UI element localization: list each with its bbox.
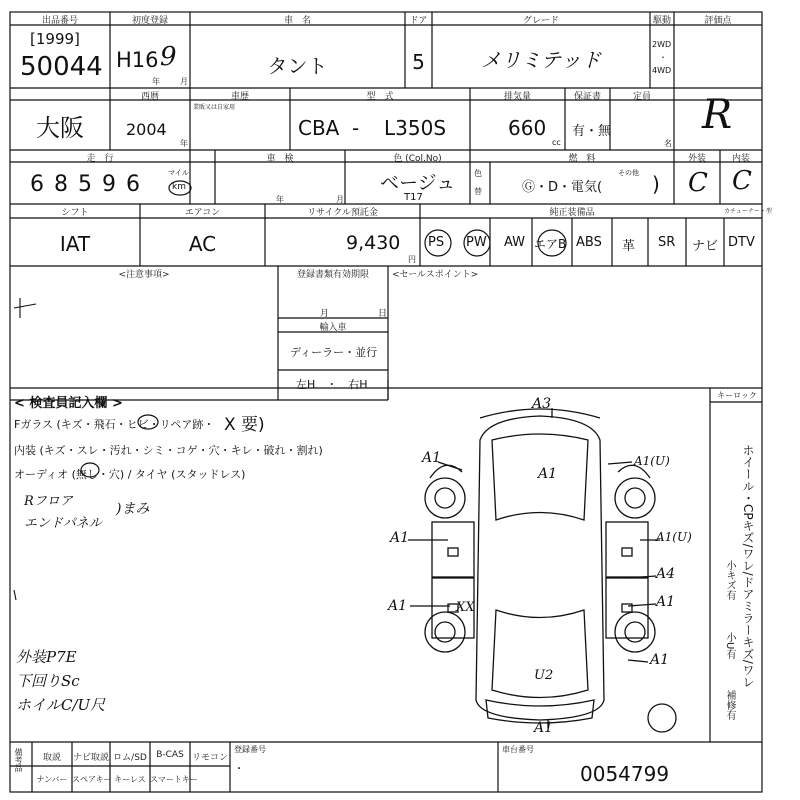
mark-a1-rear-bumper: A1 xyxy=(534,720,554,736)
equipment-aw: AW xyxy=(504,235,526,250)
mark-a1-left-fender: A1 xyxy=(422,450,442,466)
item-manual: 取説 xyxy=(42,753,61,763)
capacity-header: 定員 xyxy=(632,92,651,102)
drive-2wd: 2WD xyxy=(652,40,672,49)
shift-header: シフト xyxy=(61,208,89,218)
model-code: L350S xyxy=(384,116,447,140)
displacement-unit: cc xyxy=(552,138,561,147)
first-reg-header: 初度登録 xyxy=(131,16,168,26)
mark-a1-left-rear-door: A1 xyxy=(388,598,408,614)
import-dealer: ディーラー・並行 xyxy=(290,346,378,359)
mileage-digit: 6 xyxy=(30,172,54,197)
equipment-abs: ABS xyxy=(576,235,602,250)
mileage-digit: 6 xyxy=(126,172,150,197)
equipment-airbag: エアB xyxy=(534,237,567,251)
fuel-close: ) xyxy=(652,172,660,196)
mark-a1-hood: A1 xyxy=(538,466,558,482)
car-name-header: 車 名 xyxy=(283,16,311,26)
interior-grade: C xyxy=(732,166,752,196)
recycle-header: リサイクル預託金 xyxy=(307,208,378,218)
item-rom-sd: ロム/SD xyxy=(113,753,147,763)
equipment-sr: SR xyxy=(658,235,676,250)
location: 大阪 xyxy=(36,114,84,142)
interior-header: 内装 xyxy=(731,154,750,164)
lot-number: 50044 xyxy=(20,52,103,82)
shift-value: IAT xyxy=(59,232,91,256)
side-note-small-u: 小U有 xyxy=(724,632,735,660)
recycle-amount: 9,430 xyxy=(346,232,401,254)
doors-value: 5 xyxy=(412,50,425,74)
rating-value: R xyxy=(702,92,733,138)
warranty-header: 保証書 xyxy=(573,92,601,102)
car-name: タント xyxy=(267,54,328,78)
drive-header: 駆動 xyxy=(652,16,671,26)
side-note-small-scratch: 小キズ有 xyxy=(724,560,735,600)
color-header: 色 (Col.No) xyxy=(393,154,442,164)
glass-flag: X 要) xyxy=(224,415,265,435)
doors-header: ドア xyxy=(409,16,428,26)
mileage-digit: 8 xyxy=(54,172,78,197)
item-bcas: B-CAS xyxy=(156,750,184,760)
lot-number-header: 出品番号 xyxy=(41,16,78,26)
mark-a3-front: A3 xyxy=(532,396,552,412)
mark-a1-right-rocker: A1 xyxy=(656,594,676,610)
inspector-header: < 検査員記入欄 > xyxy=(14,396,123,411)
model-prefix: CBA xyxy=(298,116,340,140)
aircon-value: AC xyxy=(188,232,217,256)
mileage-header: 走 行 xyxy=(86,154,114,164)
mark-a1u-right-front-door: A1(U) xyxy=(656,530,692,544)
equipment-header: 純正装備品 xyxy=(549,208,595,218)
color-side-top: 色 xyxy=(474,169,482,178)
mileage-unit-mile: マイル xyxy=(168,169,189,177)
reg-deadline-header: 登録書類有効期限 xyxy=(296,270,369,280)
note-r-floor: Rフロア xyxy=(24,494,73,509)
grade-header: グレード xyxy=(522,16,559,26)
equipment-dtv: DTV xyxy=(728,235,755,250)
equipment-leather: 革 xyxy=(622,239,636,254)
item-navi-manual: ナビ取説 xyxy=(72,753,109,763)
note-mami: )まみ xyxy=(116,501,150,517)
displacement-header: 排気量 xyxy=(503,92,531,102)
warranty-value: 有・無 xyxy=(572,124,612,139)
equipment-pw: PW xyxy=(466,235,487,250)
note-end-panel: エンドパネル xyxy=(24,516,102,531)
western-year: 2004 xyxy=(126,120,167,139)
rating-header: 評価点 xyxy=(704,16,732,26)
reg-no-label: 登録番号 xyxy=(234,745,266,754)
chassis-label: 車台番号 xyxy=(502,745,534,754)
reg-deadline-month: 月 xyxy=(320,309,330,319)
sales-point-header: <セールスポイント> xyxy=(392,270,479,280)
western-year-header: 西暦 xyxy=(140,92,159,102)
reg-deadline-day: 日 xyxy=(378,309,388,319)
color-side-bot: 替 xyxy=(474,187,482,196)
note-underbody: 下回りSc xyxy=(16,672,80,690)
reg-no-value: ・ xyxy=(234,764,244,775)
mark-a1-right-quarter: A1 xyxy=(650,652,670,668)
drive-sep: ・ xyxy=(659,53,667,62)
grade-value: メリミテッド xyxy=(481,48,601,72)
item-keyless: キーレス xyxy=(114,775,146,784)
fuel-options: Ⓖ・D・電気( xyxy=(522,180,603,195)
lot-year: [1999] xyxy=(30,30,80,48)
first-reg-month: 9 xyxy=(160,42,177,72)
side-note-repaired: 補修有 xyxy=(724,690,735,720)
model-header: 型 式 xyxy=(366,92,394,102)
inspection-header: 車 検 xyxy=(266,154,294,164)
color-code: T17 xyxy=(404,192,423,203)
inspector-line-audio: オーディオ (無し・穴) / タイヤ (スタッドレス) xyxy=(14,468,246,481)
key-lock-label: キーロック xyxy=(717,391,757,400)
capacity-unit: 名 xyxy=(664,139,672,148)
mark-u2-rear: U2 xyxy=(534,668,554,683)
item-spare-key: スペアキー xyxy=(72,775,112,784)
exterior-grade: C xyxy=(688,168,708,198)
fuel-header: 燃 料 xyxy=(568,154,596,164)
chassis-number: 0054799 xyxy=(580,762,670,786)
inspection-tsuki: 月 xyxy=(336,195,344,204)
mileage-unit-km: km xyxy=(172,182,186,192)
item-remote: リモコン xyxy=(191,753,228,763)
mileage-digit: 5 xyxy=(78,172,102,197)
recycle-unit: 円 xyxy=(408,255,416,264)
mark-xx: XX xyxy=(456,600,475,615)
aircon-header: エアコン xyxy=(184,208,221,218)
mileage-digit: 9 xyxy=(102,172,126,197)
exterior-header: 外装 xyxy=(687,154,706,164)
first-reg-nen: 年 xyxy=(152,77,160,86)
color-name: ベージュ xyxy=(380,172,456,194)
drive-4wd: 4WD xyxy=(652,66,672,75)
mark-a4-right-rear-door: A4 xyxy=(656,566,676,582)
mileage-digits xyxy=(30,172,150,197)
inspector-line-interior: 内装 (キズ・スレ・汚れ・シミ・コゲ・穴・キレ・破れ・割れ) xyxy=(14,444,323,457)
equipment-navi: ナビ xyxy=(692,239,719,254)
history-header: 車歴 xyxy=(230,92,249,102)
note-wheel: ホイルC/U尺 xyxy=(16,696,106,714)
import-steering: 左H ・ 右H xyxy=(296,378,368,391)
note-exterior: 外装P7E xyxy=(16,648,77,666)
equipment-tag: カチューナー・型 xyxy=(724,208,772,215)
displacement-value: 660 xyxy=(508,116,547,140)
item-smart-key: スマートキー xyxy=(150,775,198,784)
mark-a1-left-front-door: A1 xyxy=(390,530,410,546)
item-number-plate: ナンバー xyxy=(36,775,68,784)
first-reg-tsuki: 月 xyxy=(180,77,188,86)
history-note: 業販又は自家用 xyxy=(193,104,236,111)
fuel-other-label: その他 xyxy=(618,169,639,177)
wheel-damage-note: ホイール・CPキズ/ワレ/ドアミラーキズ/ワレ xyxy=(741,444,755,688)
inspector-line-glass: Fガラス (キズ・飛石・ヒビ・リペア跡・ xyxy=(14,418,215,431)
equipment-ps: PS xyxy=(428,235,445,250)
inspection-nen: 年 xyxy=(276,195,284,204)
first-reg-era: H16 xyxy=(116,48,159,72)
bottom-side-label: 備考品 xyxy=(14,748,23,772)
caution-header: <注意事項> xyxy=(118,270,170,280)
western-year-unit: 年 xyxy=(180,139,188,148)
model-dash: - xyxy=(352,116,360,140)
mark-a1u-right-fender: A1(U) xyxy=(634,454,670,468)
import-car-header: 輸入車 xyxy=(319,323,347,333)
